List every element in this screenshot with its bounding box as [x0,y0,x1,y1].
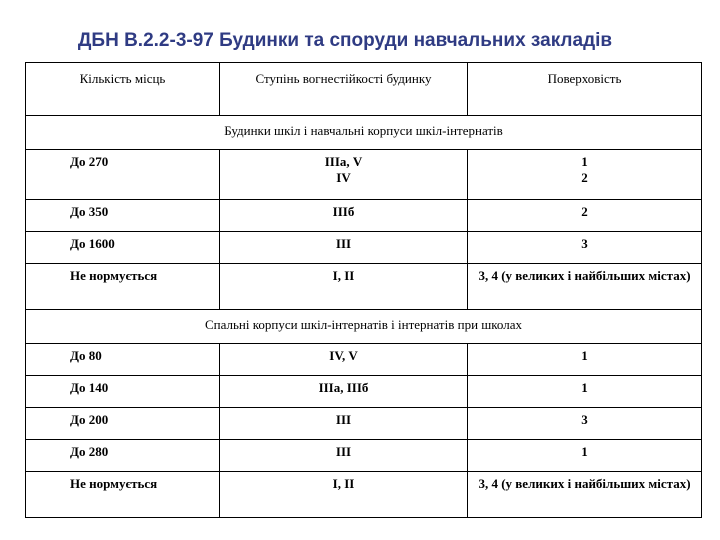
cell-fire-resistance: ІІІ [220,408,468,440]
cell-floors: 3, 4 (у великих і найбільших містах) [468,264,702,310]
cell-fire-resistance: ІІІ [220,440,468,472]
cell-floors: 3 [468,408,702,440]
cell-floors: 1 [468,344,702,376]
cell-fire-resistance: IV, V [220,344,468,376]
table-row [26,376,702,408]
cell-fire-resistance: ІІІ [220,232,468,264]
cell-text: IV [336,170,351,185]
cell-text: 2 [581,170,588,185]
cell-places: До 200 [26,408,220,440]
header-floors: Поверховість [468,63,702,116]
cell-places: До 140 [26,376,220,408]
cell-floors: 3 [468,232,702,264]
table-row [26,264,702,310]
cell-places: До 270 [26,150,220,200]
table-row [26,408,702,440]
cell-places: До 280 [26,440,220,472]
section-row [26,116,702,150]
fire-resistance-table [25,62,702,518]
table-row [26,150,702,200]
table-row [26,440,702,472]
cell-fire-resistance: ІІІа, ІІІб [220,376,468,408]
table-row [26,472,702,518]
page-title: ДБН В.2.2-3-97 Будинки та споруди навчальних закладів [77,30,613,51]
cell-places: До 80 [26,344,220,376]
cell-text: 1 [581,154,588,169]
cell-fire-resistance: ІІІб [220,200,468,232]
cell-text: ІІІа, V [324,154,363,169]
cell-floors [468,150,702,200]
cell-floors: 1 [468,440,702,472]
cell-floors: 1 [468,376,702,408]
cell-fire-resistance [220,150,468,200]
table-row [26,344,702,376]
cell-places: Не нормується [26,472,220,518]
cell-fire-resistance: І, ІІ [220,264,468,310]
section-title: Спальні корпуси шкіл-інтернатів і інтернатів при школах [26,310,702,344]
table-row [26,232,702,264]
table-header-row [26,63,702,116]
cell-places: До 1600 [26,232,220,264]
cell-places: Не нормується [26,264,220,310]
cell-floors: 2 [468,200,702,232]
header-places: Кількість місць [26,63,220,116]
table-row [26,200,702,232]
cell-places: До 350 [26,200,220,232]
cell-floors: 3, 4 (у великих і найбільших містах) [468,472,702,518]
cell-fire-resistance: І, ІІ [220,472,468,518]
section-row [26,310,702,344]
section-title: Будинки шкіл і навчальні корпуси шкіл-інтернатів [26,116,702,150]
header-fire-resistance: Ступінь вогнестійкості будинку [220,63,468,116]
